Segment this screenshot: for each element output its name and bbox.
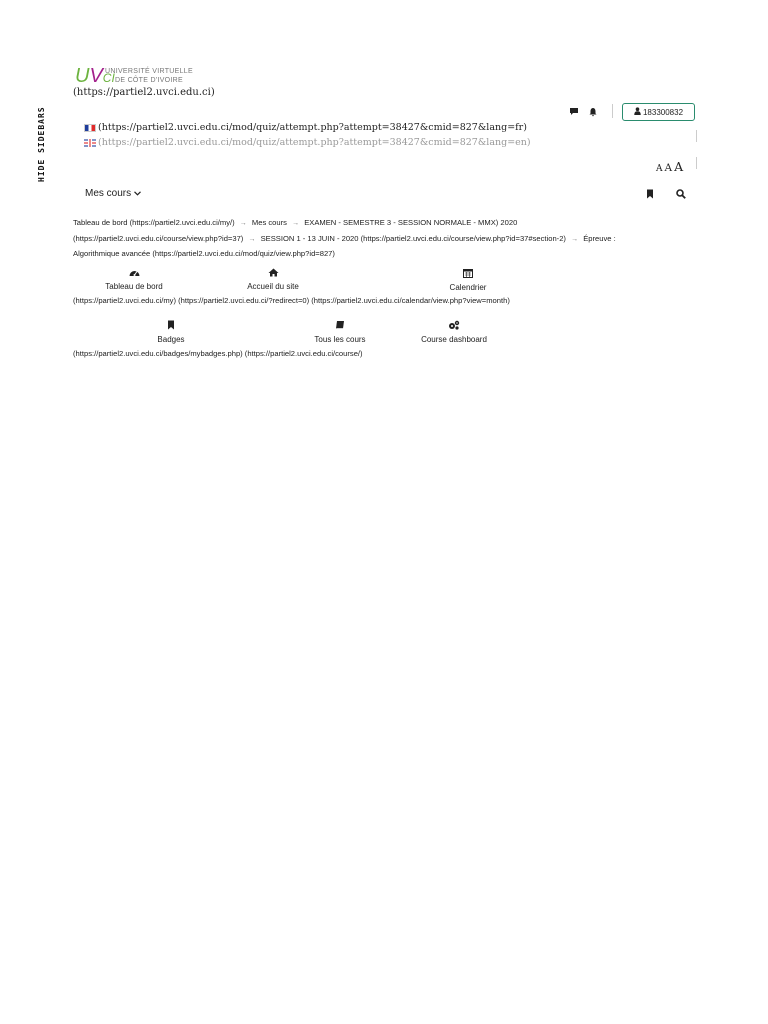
cogs-icon — [409, 320, 499, 334]
france-flag-icon — [84, 124, 96, 132]
breadcrumb-line-1 — [73, 216, 693, 232]
tile-all-courses[interactable] — [295, 320, 385, 346]
tiles-row-1-urls[interactable]: (https://partiel2.uvci.edu.ci/my) (https://partiel2.uvci.edu.ci/?redirect=0) (https://partiel2.uvci.edu.ci/calendar/view.php?view=month) — [73, 296, 510, 305]
home-icon — [228, 268, 318, 281]
breadcrumb-dashboard-link[interactable]: Tableau de bord (https://partiel2.uvci.edu.ci/my/) — [73, 218, 235, 227]
lang-fr-link[interactable]: (https://partiel2.uvci.edu.ci/mod/quiz/attempt.php?attempt=38427&cmid=827&lang=fr) — [84, 122, 527, 133]
tile-course-dashboard-label: Course dashboard — [421, 335, 487, 344]
user-menu-button[interactable] — [622, 103, 695, 121]
tile-course-dashboard[interactable] — [409, 320, 499, 346]
breadcrumb-line-3 — [73, 247, 693, 262]
chevron-down-icon — [134, 188, 141, 199]
logo-line-1: UNIVERSITÉ VIRTUELLE — [105, 68, 193, 75]
breadcrumb-session-link[interactable]: SESSION 1 - 13 JUIN - 2020 (https://partiel2.uvci.edu.ci/course/view.php?id=37#section-2) — [260, 233, 566, 243]
font-size-switcher — [656, 156, 685, 175]
tile-home[interactable] — [228, 268, 318, 293]
breadcrumb-separator: → — [571, 235, 579, 243]
font-size-small[interactable]: A — [656, 164, 663, 174]
bookmark-icon — [126, 320, 216, 334]
search-icon[interactable] — [676, 189, 686, 202]
font-size-divider — [696, 157, 697, 169]
uk-flag-icon — [84, 139, 96, 147]
my-courses-dropdown[interactable]: Mes cours — [85, 188, 141, 199]
user-icon — [634, 107, 641, 117]
bookmark-icon[interactable] — [646, 189, 654, 202]
lang-en-link[interactable]: (https://partiel2.uvci.edu.ci/mod/quiz/attempt.php?attempt=38427&cmid=827&lang=en) — [84, 137, 531, 148]
tile-dashboard[interactable] — [89, 268, 179, 293]
hide-sidebars-toggle[interactable]: HIDE SIDEBARS — [37, 106, 46, 182]
breadcrumb-separator: → — [239, 220, 247, 227]
tile-dashboard-label: Tableau de bord — [105, 282, 163, 291]
breadcrumb-line-2 — [73, 232, 693, 248]
tile-badges-label: Badges — [157, 335, 185, 344]
breadcrumb-separator: → — [292, 220, 300, 227]
breadcrumb-course-link[interactable]: EXAMEN - SEMESTRE 3 - SESSION NORMALE - MMX) 2020 — [304, 218, 518, 227]
breadcrumb-quiz-link[interactable]: Algorithmique avancée (https://partiel2.uvci.edu.ci/mod/quiz/view.php?id=827) — [73, 249, 335, 258]
dashboard-icon — [89, 268, 179, 281]
breadcrumb-my-courses-link[interactable]: Mes cours — [251, 218, 287, 227]
breadcrumb-exam-link[interactable]: Épreuve : — [583, 233, 616, 243]
breadcrumb-course-url[interactable]: (https://partiel2.uvci.edu.ci/course/view.php?id=37) — [73, 233, 244, 243]
chat-icon[interactable] — [569, 107, 579, 119]
breadcrumb — [73, 216, 693, 262]
tile-badges[interactable] — [126, 320, 216, 346]
breadcrumb-separator: → — [248, 235, 256, 243]
logo-line-2: DE CÔTE D'IVOIRE — [115, 77, 183, 84]
tiles-row-2-urls[interactable]: (https://partiel2.uvci.edu.ci/badges/mybadges.php) (https://partiel2.uvci.edu.ci/course/) — [73, 349, 363, 358]
site-home-link[interactable]: (https://partiel2.uvci.edu.ci) — [73, 87, 215, 98]
font-size-large[interactable]: A — [674, 159, 684, 174]
tile-calendar[interactable] — [423, 268, 513, 294]
calendar-icon — [423, 268, 513, 282]
header-divider — [612, 104, 613, 118]
tile-all-courses-label: Tous les cours — [314, 335, 366, 344]
book-icon — [295, 320, 385, 334]
logo-mark: UVCI — [75, 65, 115, 87]
user-id-label: 183300832 — [642, 107, 684, 117]
font-size-medium[interactable]: A — [664, 162, 673, 174]
lang-divider — [696, 130, 697, 142]
tile-home-label: Accueil du site — [247, 282, 299, 291]
bell-icon[interactable] — [588, 107, 598, 120]
tile-calendar-label: Calendrier — [449, 283, 487, 292]
